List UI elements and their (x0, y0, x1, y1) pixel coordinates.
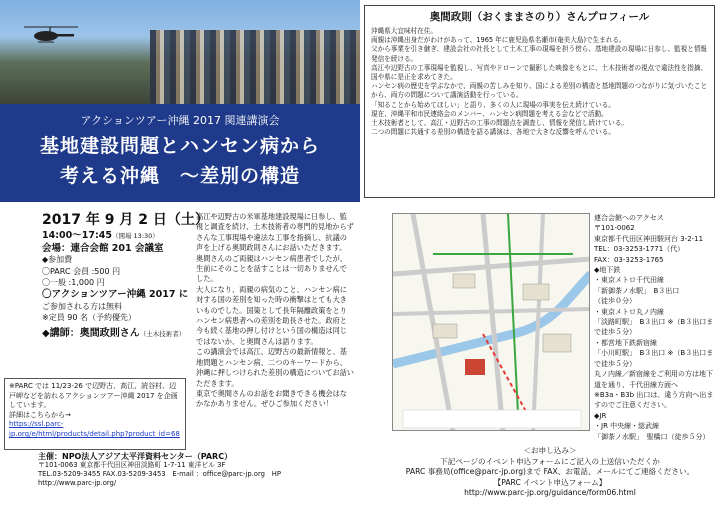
title-banner (0, 104, 360, 202)
access-line: FAX：03-3253-1765 (594, 255, 664, 264)
event-time-note: （開場 13:30） (111, 232, 159, 240)
access-line: ※B3a・B3b 出口は、違う方向へ出ますのでご注意ください。 (594, 390, 714, 410)
access-line: 連合会館へのアクセス (594, 214, 664, 222)
access-line: ・東京メトロ丸ノ内線 (594, 307, 664, 316)
description-paragraph: 大人になり、両親の病気のこと、ハンセン病に対する国の差別を知った時の衝撃はとても大きいものでした。国策として長年隔離政策をとりハンセン病患者への差別を助長させた。政府と今も続く基地の押し付けという国の構造は同じではないか、と奥間さんは語ります。 (196, 284, 347, 346)
profile-paragraph: 現在、沖縄平和市民連絡会のメンバー、ハンセン病問題を考える会などで活動。 (371, 109, 608, 118)
speaker: ◆講師：奥間政則さん (42, 327, 140, 339)
fee-head: ◆参加費 (42, 255, 73, 265)
profile-paragraph: 沖縄県大宜味村在住。 (371, 27, 437, 35)
venue: 会場：連合会館 201 会議室 (42, 242, 164, 254)
profile-paragraph: 両親は沖縄出身だがわけがあって、1965 年に鹿児島県名瀬市(奄美大島)で生まれる。 (371, 36, 626, 45)
speaker-note: （土木技術者） (139, 329, 186, 338)
helicopter-icon (22, 24, 80, 46)
access-line: TEL：03-3253-1771（代） (594, 245, 685, 254)
event-info (42, 230, 192, 340)
apply-form-link[interactable]: http://www.parc-jp.org/guidance/form06.html (464, 488, 636, 498)
access-line: ・都営地下鉄新宿線 (594, 338, 657, 347)
title-line-1: 基地建設問題とハンセン病から (39, 135, 320, 157)
tour-link[interactable]: https://ssl.parc-jp.org/e/html/products/detail.php?product_id=68 (9, 420, 180, 438)
tour-note-box (4, 378, 186, 450)
access-line: 丸ノ内線／新宿線をご利用の方は地下道を通り、千代田線方面へ (594, 370, 713, 389)
organizer-contact: TEL.03-5209-3455 FAX.03-5209-3453 E-mail ：office@parc-jp.org HP http://www.parc-jp.org/ (38, 470, 281, 487)
profile-paragraph: 父から事業を引き継ぎ、建設会社の社長として土木工事の現場を担う傍ら、基地建設の現場に日参し、監視と情報発信を続ける。 (371, 45, 708, 63)
description-paragraph: 東京で奥間さんのお話をお聞きできる機会はなかなかありません。ぜひご参加ください！ (196, 388, 347, 409)
fee-member: 〇PARC 会員 :500 円 (42, 266, 121, 276)
capacity: ※定員 90 名（予約優先） (42, 313, 136, 323)
organizer-footer (38, 452, 338, 488)
access-line: 「淡路町駅」 B３出口 ※（B３出口まで徒歩５分） (594, 318, 714, 337)
profile-paragraph: 「知ることから始めてほしい」と語り、多くの人に現場の事実を伝え続けている。 (371, 100, 615, 109)
event-date: 2017 年 9 月 2 日（土） (42, 212, 209, 228)
map-drawing (393, 214, 590, 431)
event-time: 14:00～17:45 (42, 230, 112, 241)
organizer-address: 〒101-0063 東京都千代田区神田淡路町 1-7-11 東洋ビル 3F (38, 461, 226, 469)
event-description (196, 212, 354, 410)
access-line: 〒101-0062 (594, 224, 635, 233)
tour-note-more: 詳細はこちらから→ (9, 410, 71, 419)
profile-paragraph: 土木技術者として、高江・辺野古の工事の問題点を調査し、情報を発信し続けている。 (371, 119, 629, 128)
profile-paragraph: 高江や辺野古の工事現場を監視し、写真やドローンで撮影した映像をもとに、土木技術者の視点で違法性を指摘、国や県に是正を求めてきた。 (371, 63, 708, 82)
access-line: 「御茶ノ水駅」 聖橋口（徒歩５分） (594, 432, 710, 441)
fee-tour-free: ご参加される方は無料 (42, 301, 122, 311)
description-paragraph: この講演会では高江、辺野古の最新情報と、基地問題とハンセン病、二つのキーワードから、沖縄に押しつけられた差別の構造についてお話いただきます。 (196, 347, 354, 388)
apply-form-label: 【PARC イベント申込フォーム】 (493, 477, 607, 487)
access-info (594, 213, 716, 442)
header-photo (0, 0, 360, 104)
fee-tour: 〇アクションツアー沖縄 2017 に (42, 288, 189, 300)
access-line: ・東京メトロ千代田線 (594, 276, 664, 285)
application-info (400, 446, 700, 499)
organizer-name: 主催：NPO法人アジア太平洋資料センター（PARC） (38, 452, 233, 461)
apply-line: 下記ページのイベント申込フォームにご記入の上送信いただくか (440, 456, 660, 466)
title-line-2: 考える沖縄 ～差別の構造 (59, 165, 300, 187)
fee-general: 〇一般 :1,000 円 (42, 278, 105, 288)
access-line: ・JR 中央線・総武線 (594, 422, 660, 431)
access-line: 「新御茶ノ水駅」 B３出口 (594, 286, 680, 295)
protest-crowd (150, 30, 360, 104)
access-line: ◆JR (594, 411, 607, 420)
profile-title: 奥間政則（おくままさのり）さんプロフィール (429, 11, 650, 23)
description-paragraph: 奥間さんのご両親はハンセン病患者でしたが、生前にそのことを話すことは一切ありませんでした。 (196, 253, 347, 284)
apply-line: PARC 事務局(office@parc-jp.org)まで FAX、お電話、メールにてご連絡ください。 (405, 467, 695, 477)
access-line: （徒歩０分） (594, 297, 636, 306)
venue-map (392, 213, 590, 431)
apply-head: ＜お申し込み＞ (523, 446, 577, 455)
access-line: 東京都千代田区神田駿河台 3-2-11 (594, 234, 704, 243)
profile-paragraph: ハンセン病の歴史を学ぶなかで、両親の苦しみを知り、国による差別の構造と基地問題のつながりに気づいたことから、両方の問題について講演活動を行っている。 (371, 82, 708, 100)
access-line: ◆地下鉄 (594, 266, 621, 275)
access-line: 「小川町駅」 B３出口 ※（B３出口まで徒歩５分） (594, 349, 714, 368)
profile-paragraph: 二つの問題に共通する差別の構造を語る講演は、各地で大きな反響を呼んでいる。 (371, 128, 615, 137)
speaker-profile (364, 5, 715, 198)
description-paragraph: 高江や辺野古の米軍基地建設現場に日参し、監視と調査を続け、土木技術者の専門的見地からずさんな工事現場や違法な工事を指摘し、抗議の声を上げる奥間政則さんにお話いただきます。 (196, 212, 354, 253)
tour-note-text: ※PARC では 11/23-26 で辺野古、高江、読谷村、辺戸岬などを訪れるアクションツアー沖縄 2017 を企画しています。 (9, 382, 178, 410)
event-label: アクションツアー沖縄 2017 関連講演会 (80, 114, 280, 127)
